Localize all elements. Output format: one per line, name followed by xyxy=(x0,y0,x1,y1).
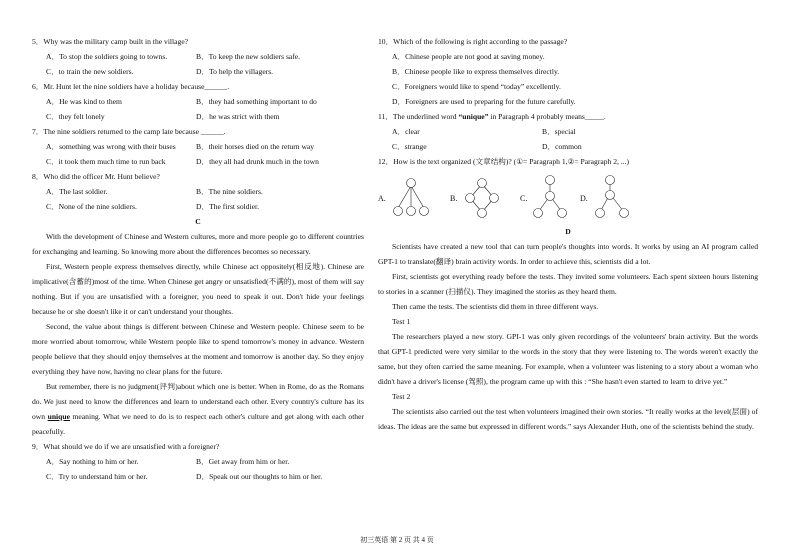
q11-stem xyxy=(378,109,758,124)
test-1-heading: Test 1 xyxy=(392,317,411,326)
q9-option-b: B．Get away from him or her. xyxy=(196,457,290,466)
q7-option-d: D．they all had drunk much in the town xyxy=(196,157,319,166)
passage-c-paragraph-4 xyxy=(32,379,364,439)
q9-stem: 9．What should we do if we are unsatisfied with a foreigner? xyxy=(32,442,220,451)
q6-option-a: A．He was kind to them xyxy=(46,97,122,106)
passage-c-paragraph-2: First, Western people express themselves directly, while Chinese act oppositely(相反地). Chinese are implicative(含蓄的)most of the time. When Chinese get angry or unsatisfied(不满的), most of them will say nothing. But if you are unsatisfied with a foreigner, you need to speak it out. Don't hide your feelings because he or she doesn't like it or can't understand your thoughts. xyxy=(32,262,364,316)
q8-stem: 8．Who did the officer Mr. Hunt believe? xyxy=(32,172,160,181)
p4-text-b: meaning. What we need to do is to respect each other's culture and get along with each other peacefully. xyxy=(32,412,364,436)
q8-options-row2 xyxy=(32,199,364,214)
q9-option-c: C．Try to understand him or her. xyxy=(46,472,148,481)
q8-options-row1 xyxy=(32,184,364,199)
diagram-label-a: A. xyxy=(378,194,386,203)
section-d-heading: D xyxy=(565,227,571,236)
q7-option-a: A．something was wrong with their buses xyxy=(46,142,176,151)
q11-option-b: B．special xyxy=(542,127,576,136)
q5-option-b: B．To keep the new soldiers safe. xyxy=(196,52,301,61)
q8-option-d: D．The first soldier. xyxy=(196,202,260,211)
q11-stem-a: 11．The underlined word xyxy=(378,112,459,121)
q5-stem: 5．Why was the military camp built in the village? xyxy=(32,37,189,46)
q7-option-c: C．it took them much time to run back xyxy=(46,157,166,166)
q11-option-d: D．common xyxy=(542,142,582,151)
underlined-word-unique: unique xyxy=(47,412,70,421)
test-2-heading: Test 2 xyxy=(392,392,411,401)
q5-option-d: D．To help the villagers. xyxy=(196,67,274,76)
q10-option-c: C．Foreigners would like to spend “today” excellently. xyxy=(392,82,561,91)
q9-options-row1 xyxy=(32,454,364,469)
diagram-label-c: C. xyxy=(520,194,528,203)
q11-options-row2 xyxy=(378,139,758,154)
q9-option-d: D．Speak out our thoughts to him or her. xyxy=(196,472,323,481)
diagram-c xyxy=(534,176,567,218)
q10-option-a: A．Chinese people are not good at saving money. xyxy=(392,52,545,61)
diagram-b xyxy=(466,179,499,218)
q8-option-c: C．None of the nine soldiers. xyxy=(46,202,137,211)
q9-option-a: A．Say nothing to him or her. xyxy=(46,457,139,466)
q7-option-b: B．their horses died on the return way xyxy=(196,142,315,151)
q11-stem-c: in Paragraph 4 probably means_____. xyxy=(488,112,606,121)
q6-option-d: D．he was strict with them xyxy=(196,112,280,121)
q11-option-c: C．strange xyxy=(392,142,427,151)
structure-diagrams xyxy=(378,174,638,224)
q6-stem: 6．Mr. Hunt let the nine soldiers have a holiday because______. xyxy=(32,82,230,91)
q11-options-row1 xyxy=(378,124,758,139)
passage-d-paragraph-4: The researchers played a new story. GPI-1 was only given recordings of the volunteers' brain activity. But the words that GPT-1 predicted were very similar to the words in the story that they were listening to. The words weren't exactly the same, but they often carried the same meaning. For example, when a volunteer was listening to a story about a woman who didn't have a driver's license (驾照), the program came up with this : “She hasn't even started to learn to drive yet.” xyxy=(378,332,758,386)
diagram-a xyxy=(394,179,429,216)
q9-options-row2 xyxy=(32,469,364,484)
q7-options-row2 xyxy=(32,154,364,169)
q5-options-row2 xyxy=(32,64,364,79)
q6-option-c: C．they felt lonely xyxy=(46,112,105,121)
q11-keyword: “unique” xyxy=(458,112,489,121)
q10-option-b: B．Chinese people like to express themselves directly. xyxy=(392,67,560,76)
q7-stem: 7．The nine soldiers returned to the camp late because ______. xyxy=(32,127,226,136)
section-c-heading: C xyxy=(195,217,201,226)
left-column xyxy=(32,34,364,484)
q8-option-b: B．The nine soldiers. xyxy=(196,187,263,196)
diagram-d xyxy=(596,176,629,218)
q10-option-d: D．Foreigners are used to preparing for the future carefully. xyxy=(392,97,576,106)
q5-option-c: C．to train the new soldiers. xyxy=(46,67,134,76)
q5-options-row1 xyxy=(32,49,364,64)
q7-options-row1 xyxy=(32,139,364,154)
right-column xyxy=(378,34,758,434)
passage-c-paragraph-3: Second, the value about things is different between Chinese and Western people. Chinese seem to be more worried about tomorrow, while Western people like to spend tomorrow's money in advance. Western people believe that they should enjoy themselves at the moment and tomorrow is another day. So they enjoy everything they have now, having no clear plans for the future. xyxy=(32,322,364,376)
diagram-label-d: D. xyxy=(580,194,588,203)
passage-d-paragraph-1: Scientists have created a new tool that can turn people's thoughts into words. It works by using an AI program called GPT-1 to translate(翻译) brain activity words. In order to achieve this, scientists did a lot. xyxy=(378,242,758,266)
q12-stem: 12．How is the text organized (文章结构)? (①= Paragraph 1,②= Paragraph 2, ...) xyxy=(378,157,630,166)
page-footer: 初三英语 第 2 页 共 4 页 xyxy=(360,536,434,544)
q10-stem: 10．Which of the following is right according to the passage? xyxy=(378,37,568,46)
diagram-label-b: B. xyxy=(450,194,458,203)
passage-d-paragraph-3: Then came the tests. The scientists did them in three different ways. xyxy=(392,302,599,311)
q6-option-b: B．they had something important to do xyxy=(196,97,317,106)
p4-text-a: But remember, there is no judgment(评判)about which one is better. When in Rome, do as the Romans do. We just need to know the differences and learn to understand each other. Every country's culture has its own xyxy=(32,382,364,421)
q11-option-a: A．clear xyxy=(392,127,420,136)
passage-d-paragraph-5: The scientists also carried out the test when volunteers imagined their own stories. “It really works at the level(层面) of ideas. The ideas are the same but expressed in different words.” says Alexander Huth, one of the scientists behind the study. xyxy=(378,407,758,431)
q6-options-row1 xyxy=(32,94,364,109)
q5-option-a: A．To stop the soldiers going to towns. xyxy=(46,52,168,61)
passage-d-paragraph-2: First, scientists got everything ready before the tests. They invited some volunteers. Each spent sixteen hours listening to stories in a scanner (扫描仪). They imagined the stories as they heard them. xyxy=(378,272,758,296)
q8-option-a: A．The last soldier. xyxy=(46,187,108,196)
passage-c-paragraph-1: With the development of Chinese and Western cultures, more and more people go to different countries for exchanging and learning. So knowing more about the differences becomes so necessary. xyxy=(32,232,364,256)
q6-options-row2 xyxy=(32,109,364,124)
